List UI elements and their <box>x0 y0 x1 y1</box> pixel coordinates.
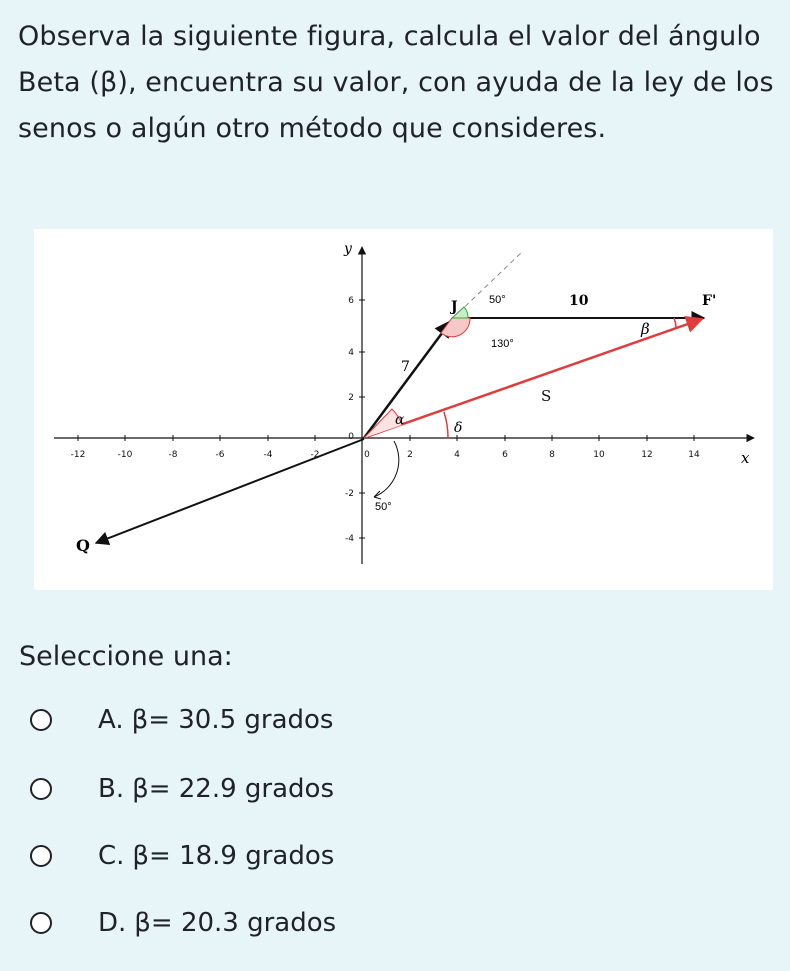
y-axis-label: y <box>344 241 352 257</box>
x-tick-label: -6 <box>215 450 225 460</box>
x-tick-label: 6 <box>502 450 508 460</box>
x-tick-label: 10 <box>593 450 605 460</box>
length-10-label: 10 <box>569 293 589 309</box>
y-tick-label: -4 <box>345 534 354 544</box>
x-axis-label: x <box>741 449 750 467</box>
radio-d[interactable] <box>30 912 52 934</box>
angle-130-label: 130° <box>491 338 514 350</box>
option-value: = 30.5 grados <box>148 705 334 735</box>
option-value: = 20.3 grados <box>150 908 337 938</box>
radio-c[interactable] <box>30 845 52 867</box>
option-text <box>132 841 334 871</box>
length-7-label: 7 <box>401 359 410 375</box>
point-q-label: Q <box>76 536 90 555</box>
point-j-label: J <box>451 299 458 315</box>
beta-symbol: β <box>131 705 149 735</box>
angle-50-top-label: 50° <box>489 294 506 306</box>
select-prompt: Seleccione una: <box>19 641 233 672</box>
beta-symbol: β <box>132 841 150 871</box>
delta-arc <box>444 412 448 438</box>
option-b[interactable] <box>30 767 450 811</box>
figure-svg <box>34 229 773 590</box>
beta-arc <box>674 318 676 328</box>
option-value: = 22.9 grados <box>148 774 334 804</box>
x-tick-label: 8 <box>549 450 555 460</box>
option-letter: A. <box>98 705 124 735</box>
x-tick-label: 14 <box>688 450 700 460</box>
option-letter: C. <box>98 841 125 871</box>
option-c[interactable] <box>30 834 450 878</box>
alpha-label: α <box>395 412 405 428</box>
vector-s <box>366 319 702 437</box>
vector-oq <box>96 439 364 543</box>
x-tick-label: -8 <box>168 450 178 460</box>
option-d[interactable] <box>30 901 450 945</box>
x-tick-label: 12 <box>641 450 653 460</box>
y-tick-label: 4 <box>348 348 354 358</box>
geometry-figure <box>34 229 773 590</box>
delta-label: δ <box>454 420 463 436</box>
y-tick-label: 0 <box>348 432 354 442</box>
option-text <box>132 774 334 804</box>
side-s-label: S <box>541 387 552 405</box>
beta-label: β <box>641 320 650 338</box>
y-tick-label: 2 <box>348 393 354 403</box>
x-tick-label: -4 <box>263 450 273 460</box>
question-text: Observa la siguiente figura, calcula el valor del ángulo Beta (β), encuentra su valor, con ayuda de la ley de los senos o algún otro método que consideres. <box>18 21 774 144</box>
y-tick-label: 6 <box>348 296 354 306</box>
radio-a[interactable] <box>30 709 52 731</box>
angle-50-bottom-arc <box>374 441 399 497</box>
beta-symbol: β <box>134 908 151 938</box>
x-tick-label: -10 <box>117 450 133 460</box>
angle-50-bottom-label: 50° <box>375 501 392 513</box>
x-tick-label: -2 <box>310 450 320 460</box>
option-letter: D. <box>98 908 127 938</box>
option-a[interactable] <box>30 698 450 742</box>
beta-symbol: β <box>132 774 149 804</box>
x-tick-label: -12 <box>70 450 86 460</box>
x-tick-label: 0 <box>364 450 370 460</box>
option-letter: B. <box>98 774 125 804</box>
angle-130-arc <box>441 318 470 337</box>
option-text <box>132 705 334 735</box>
radio-b[interactable] <box>30 778 52 800</box>
point-f-label: F' <box>702 293 717 309</box>
x-tick-label: 4 <box>454 450 460 460</box>
vector-oj <box>364 321 451 438</box>
option-value: = 18.9 grados <box>149 841 335 871</box>
option-text <box>134 908 336 938</box>
x-tick-label: 2 <box>407 450 413 460</box>
y-tick-label: -2 <box>345 489 354 499</box>
